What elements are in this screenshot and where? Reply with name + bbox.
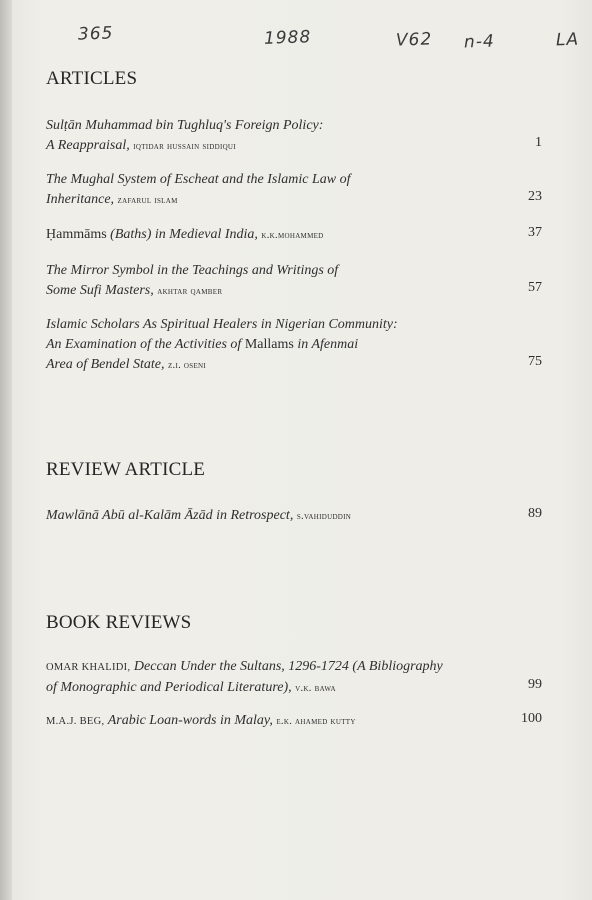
toc-entry[interactable]	[46, 657, 516, 699]
entry-page-number: 23	[528, 189, 542, 204]
toc-entry[interactable]	[46, 711, 516, 732]
entry-author: akhtar qamber	[157, 286, 223, 297]
entry-page-number: 75	[528, 354, 542, 369]
toc-entry[interactable]	[46, 315, 516, 376]
entry-title-part: Ḥammāms	[46, 227, 107, 242]
entry-title-line: Deccan Under the Sultans, 1296-1724 (A Bibliography	[133, 659, 443, 674]
handwritten-note: 1988	[263, 27, 312, 49]
section-heading-review-article: REVIEW ARTICLE	[46, 459, 206, 480]
entry-title-line: of Monographic and Periodical Literature),	[46, 680, 292, 695]
entry-author: z.i. oseni	[167, 360, 207, 371]
entry-title-part: (Baths) in Medieval India,	[110, 227, 258, 242]
entry-title-line: Islamic Scholars As Spiritual Healers in Nigerian Community:	[46, 317, 398, 332]
entry-page-number: 1	[535, 135, 542, 150]
entry-page-number: 57	[528, 280, 542, 295]
entry-page-number: 89	[528, 506, 542, 521]
section-heading-articles: ARTICLES	[46, 68, 138, 89]
handwritten-note: V62	[395, 29, 433, 51]
entry-author: s.vahiduddin	[296, 511, 352, 522]
toc-entry[interactable]	[46, 170, 516, 211]
handwritten-note: n-4	[463, 31, 496, 53]
entry-title-line: Sulṭān Muhammad bin Tughluq's Foreign Policy:	[46, 118, 324, 133]
entry-title-line: Arabic Loan-words in Malay,	[107, 713, 273, 728]
entry-page-number: 100	[521, 711, 542, 726]
entry-title-line: Inheritance,	[46, 192, 115, 207]
entry-title-line: An Examination of the Activities of	[46, 337, 242, 352]
entry-author: v.k. bawa	[295, 683, 336, 694]
handwritten-note: LA	[555, 29, 580, 51]
binding-shadow	[0, 0, 12, 900]
toc-entry[interactable]	[46, 506, 516, 527]
entry-title-line: in Afenmai	[297, 337, 359, 352]
entry-title-line: A Reappraisal,	[46, 138, 130, 153]
entry-author: e.k. ahamed kutty	[276, 716, 356, 727]
section-heading-book-reviews: BOOK REVIEWS	[46, 612, 192, 633]
entry-author: zafarul islam	[117, 195, 178, 206]
entry-title-line: Some Sufi Masters,	[46, 283, 154, 298]
entry-title-line: The Mughal System of Escheat and the Islamic Law of	[46, 172, 351, 187]
entry-title-line: The Mirror Symbol in the Teachings and Writings of	[46, 263, 339, 278]
entry-author: k.k.mohammed	[261, 230, 324, 241]
toc-entry[interactable]	[46, 116, 516, 157]
entry-author: iqtidar hussain siddiqui	[133, 141, 236, 152]
entry-title-part: Mallams	[244, 337, 294, 352]
entry-page-number: 99	[528, 677, 542, 692]
handwritten-note: 365	[77, 23, 114, 45]
entry-title-line: Area of Bendel State,	[46, 357, 165, 372]
toc-entry[interactable]	[46, 225, 516, 246]
entry-reviewed-author: OMAR KHALIDI,	[46, 662, 131, 673]
entry-title-line: Mawlānā Abū al-Kalām Āzād in Retrospect,	[46, 508, 294, 523]
entry-page-number: 37	[528, 225, 542, 240]
toc-entry[interactable]	[46, 261, 516, 302]
entry-reviewed-author: M.A.J. BEG,	[46, 716, 105, 727]
